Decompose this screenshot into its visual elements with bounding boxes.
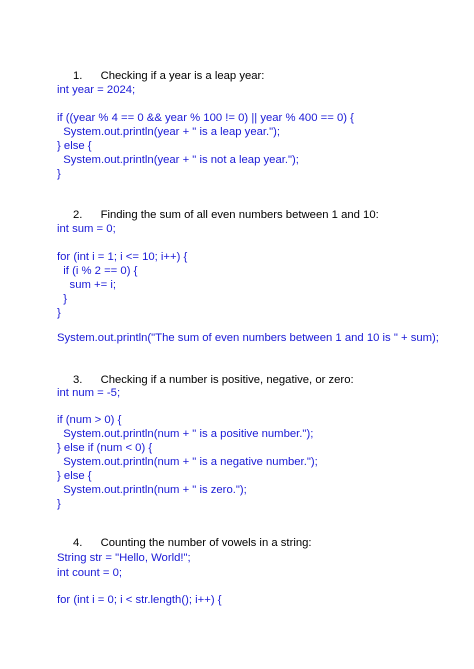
code-line: for (int i = 0; i < str.length(); i++) { [57,594,222,606]
code-line: } else { [57,470,92,482]
code-line: } [57,168,61,180]
section-2-title: Finding the sum of all even numbers between 1 and 10: [100,209,379,221]
section-4-title: Counting the number of vowels in a string: [100,537,312,549]
code-line: } [57,293,68,305]
section-1-number: 1. [73,70,83,82]
code-line: } [57,307,61,319]
code-line: for (int i = 1; i <= 10; i++) { [57,251,188,263]
code-line: sum += i; [57,279,117,291]
code-line: } else if (num < 0) { [57,442,153,454]
code-line: System.out.println(num + " is a negative number."); [57,456,318,468]
code-line: int count = 0; [57,567,123,579]
code-line: } [57,498,61,510]
code-line: System.out.println("The sum of even numbers between 1 and 10 is " + sum); [57,332,439,344]
code-line: int num = -5; [57,387,121,399]
code-line: System.out.println(year + " is a leap year."); [57,126,281,138]
code-line: int year = 2024; [57,84,136,96]
code-line: String str = "Hello, World!"; [57,552,191,564]
code-line: System.out.println(num + " is a positive number."); [57,428,314,440]
section-2-number: 2. [73,209,83,221]
code-line: } else { [57,140,92,152]
code-line: if (num > 0) { [57,414,122,426]
section-1-title: Checking if a year is a leap year: [100,70,265,82]
code-line: System.out.println(num + " is zero."); [57,484,247,496]
section-3-heading [73,359,354,401]
section-3-title: Checking if a number is positive, negative, or zero: [100,374,354,386]
code-line: System.out.println(year + " is not a leap year."); [57,154,299,166]
section-4-number: 4. [73,537,83,549]
code-line: if (i % 2 == 0) { [57,265,138,277]
section-3-number: 3. [73,374,83,386]
code-line: int sum = 0; [57,223,116,235]
code-line: if ((year % 4 == 0 && year % 100 != 0) || year % 400 == 0) { [57,112,354,124]
